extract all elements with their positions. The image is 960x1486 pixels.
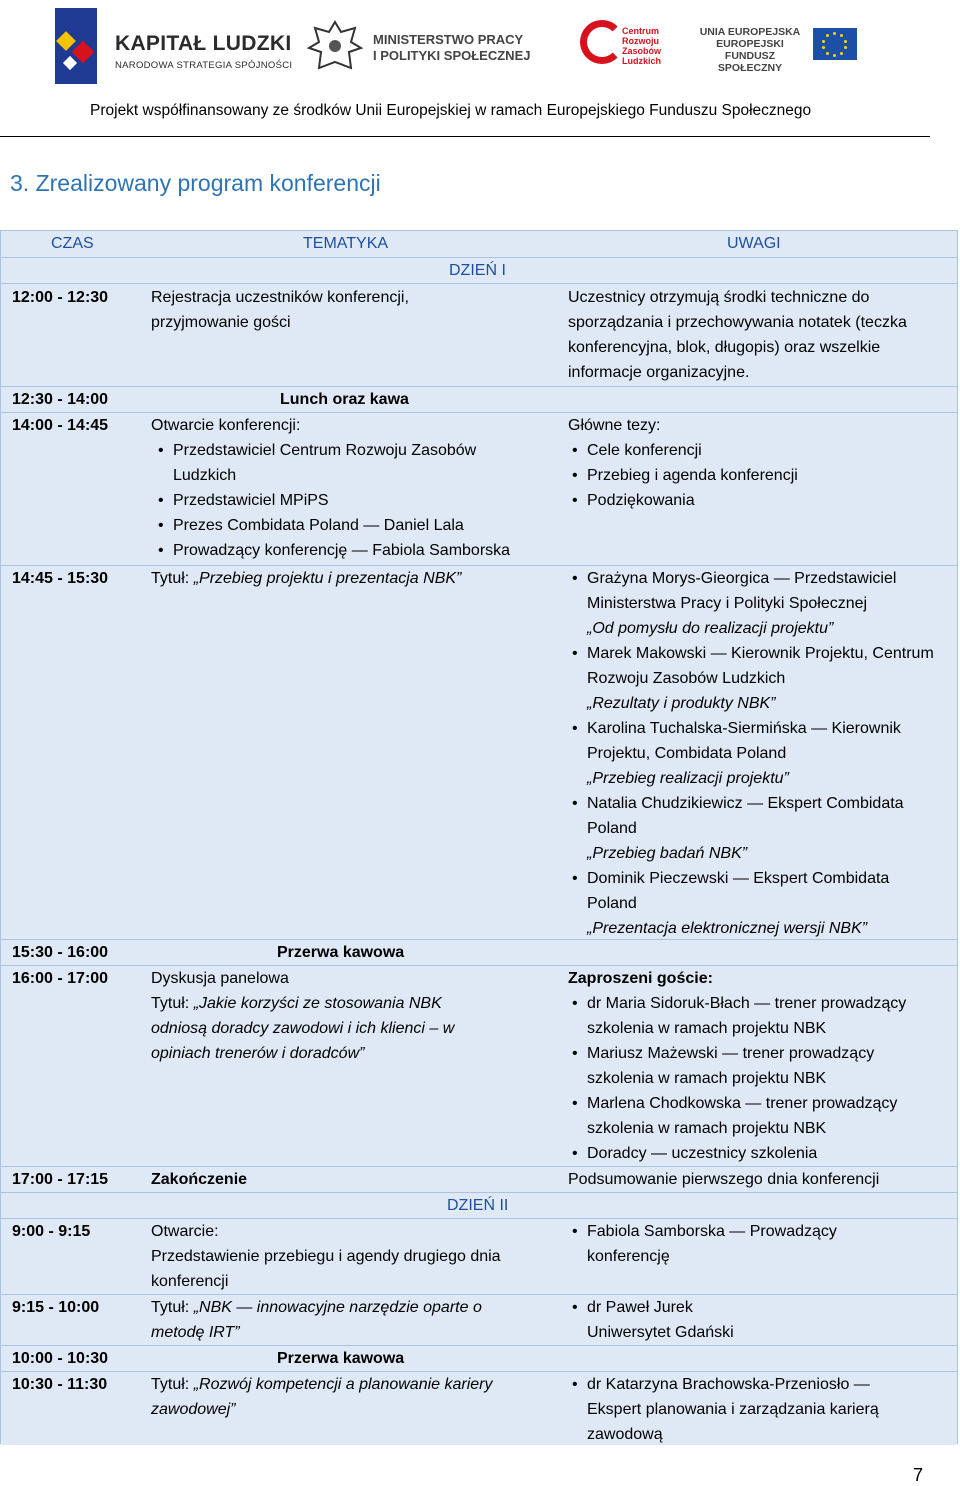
day1-row	[1, 257, 957, 283]
crzl-name: Centrum Rozwoju Zasobów Ludzkich	[622, 26, 662, 66]
page-number: 7	[913, 1465, 924, 1485]
table-header-row	[1, 231, 957, 257]
speaker-talk: „Przebieg realizacji projektu”	[587, 770, 789, 787]
header-divider	[0, 136, 930, 137]
speaker-name: • Dominik Pieczewski — Ekspert Combidata Poland	[587, 866, 939, 916]
table-row	[1, 1371, 957, 1445]
speaker-talk: „Przebieg badań NBK”	[587, 845, 748, 862]
topic-prefix: Tytuł:	[151, 1376, 194, 1393]
speaker-name: • Karolina Tuchalska-Siermińska — Kierownik Projektu, Combidata Poland	[587, 716, 939, 766]
speaker-name: • Grażyna Morys-Gieorgica — Przedstawiciel Ministerstwa Pracy i Polityki Społecznej	[587, 566, 939, 616]
row-time: 9:15 - 10:00	[12, 1299, 100, 1316]
row-time: 16:00 - 17:00	[12, 970, 109, 987]
list-item: • dr Maria Sidoruk-Błach — trener prowadzący szkolenia w ramach projektu NBK	[587, 991, 947, 1041]
table-row	[1, 1218, 957, 1294]
program-table	[0, 230, 958, 1444]
list-item: • Przedstawiciel MPiPS	[173, 488, 329, 513]
ministry-name: MINISTERSTWO PRACY I POLITYKI SPOŁECZNEJ	[373, 32, 531, 63]
kl-name: KAPITAŁ LUDZKI	[115, 32, 292, 55]
row-time: 14:00 - 14:45	[12, 417, 109, 434]
kapital-ludzki-logo	[55, 8, 295, 88]
day2-row	[1, 1192, 957, 1218]
ue-logo	[695, 26, 865, 86]
row-topic: Lunch oraz kawa	[280, 391, 409, 408]
row-topic	[151, 1295, 521, 1345]
table-row	[1, 386, 957, 412]
speaker-talk: „Prezentacja elektronicznej wersji NBK”	[587, 920, 868, 937]
list-item: • Prezes Combidata Poland — Daniel Lala	[173, 513, 464, 538]
table-row	[1, 1294, 957, 1345]
section-title: 3. Zrealizowany program konferencji	[10, 170, 381, 196]
topic-prefix: Tytuł:	[151, 995, 194, 1012]
table-row	[1, 283, 957, 386]
row-notes: Podsumowanie pierwszego dnia konferencji	[568, 1171, 880, 1188]
row-topic-detail: Przedstawienie przebiegu i agendy drugiego dnia konferencji	[151, 1248, 501, 1290]
col-header-czas: CZAS	[51, 235, 94, 252]
list-item: • Mariusz Mażewski — trener prowadzący szkolenia w ramach projektu NBK	[587, 1041, 917, 1091]
table-row	[1, 1345, 957, 1371]
crzl-logo	[580, 18, 690, 88]
topic-title: „NBK — innowacyjne narzędzie oparte o metodę IRT”	[151, 1299, 482, 1341]
day2-label: DZIEŃ II	[447, 1197, 509, 1214]
row-notes: Uczestnicy otrzymują środki techniczne do sporządzania i przechowywania notatek (teczka konferencyjna, blok, długopis) oraz wszelkie informacje organizacyjne.	[568, 289, 907, 381]
topic-prefix: Tytuł:	[151, 570, 194, 587]
row-time: 17:00 - 17:15	[12, 1171, 109, 1188]
row-notes-title: Zaproszeni goście:	[568, 970, 713, 987]
row-time: 12:00 - 12:30	[12, 289, 109, 306]
table-row	[1, 565, 957, 939]
row-time: 12:30 - 14:00	[12, 391, 109, 408]
eu-flag-icon	[813, 28, 857, 60]
row-time: 14:45 - 15:30	[12, 570, 109, 587]
ministry-logo	[305, 14, 535, 84]
row-notes-detail: Uniwersytet Gdański	[587, 1324, 734, 1341]
list-item: • Cele konferencji	[587, 438, 702, 463]
row-topic: Zakończenie	[151, 1171, 248, 1188]
row-time: 15:30 - 16:00	[12, 944, 109, 961]
table-row	[1, 412, 957, 565]
row-topic	[151, 566, 461, 591]
table-row	[1, 939, 957, 965]
project-funding-line: Projekt współfinansowany ze środków Unii Europejskiej w ramach Europejskiego Funduszu Społecznego	[90, 102, 812, 119]
topic-prefix: Tytuł:	[151, 1299, 194, 1316]
row-topic: Przerwa kawowa	[277, 944, 405, 961]
row-topic: Otwarcie:	[151, 1223, 219, 1240]
speaker-talk: „Rezultaty i produkty NBK”	[587, 695, 776, 712]
list-item: • Marlena Chodkowska — trener prowadzący szkolenia w ramach projektu NBK	[587, 1091, 937, 1141]
col-header-tematyka: TEMATYKA	[303, 235, 389, 252]
row-topic-title	[151, 991, 501, 1066]
topic-title: „Rozwój kompetencji a planowanie kariery zawodowej”	[151, 1376, 493, 1418]
row-notes-title: Główne tezy:	[568, 417, 661, 434]
table-row	[1, 965, 957, 1166]
row-topic: Przerwa kawowa	[277, 1350, 405, 1367]
list-item: • Doradcy — uczestnicy szkolenia	[587, 1141, 817, 1166]
list-item: • dr Paweł Jurek	[587, 1295, 693, 1320]
list-item: • dr Katarzyna Brachowska-Przeniosło — Ekspert planowania i zarządzania karierą zawodową	[587, 1372, 927, 1447]
col-header-uwagi: UWAGI	[727, 235, 781, 252]
row-time: 10:30 - 11:30	[12, 1376, 108, 1393]
topic-title: „Przebieg projektu i prezentacja NBK”	[193, 570, 462, 587]
kl-subtitle: NARODOWA STRATEGIA SPÓJNOŚCI	[115, 60, 293, 71]
topic-title: „Jakie korzyści ze stosowania NBK odniosą doradcy zawodowi i ich klienci – w opiniach trenerów i doradców”	[151, 995, 455, 1062]
crzl-c-icon	[580, 20, 624, 64]
speaker-name: • Natalia Chudzikiewicz — Ekspert Combidata Poland	[587, 791, 939, 841]
table-row	[1, 1166, 957, 1192]
eagle-icon	[307, 18, 363, 78]
row-topic	[151, 1372, 501, 1422]
row-time: 9:00 - 9:15	[12, 1223, 91, 1240]
speaker-talk: „Od pomysłu do realizacji projektu”	[587, 620, 834, 637]
row-topic: Rejestracja uczestników konferencji, przyjmowanie gości	[151, 289, 409, 331]
list-item: • Przedstawiciel Centrum Rozwoju Zasobów Ludzkich	[173, 438, 533, 488]
list-item: • Podziękowania	[587, 488, 695, 513]
list-item: • Prowadzący konferencję — Fabiola Samborska	[173, 538, 510, 563]
row-time: 10:00 - 10:30	[12, 1350, 109, 1367]
row-topic: Otwarcie konferencji:	[151, 417, 301, 434]
day1-label: DZIEŃ I	[449, 262, 506, 279]
list-item: • Przebieg i agenda konferencji	[587, 463, 798, 488]
list-item: • Fabiola Samborska — Prowadzący konferencję	[587, 1219, 887, 1269]
speaker-name: • Marek Makowski — Kierownik Projektu, Centrum Rozwoju Zasobów Ludzkich	[587, 641, 939, 691]
ue-name: UNIA EUROPEJSKA EUROPEJSKI FUNDUSZ SPOŁECZNY	[699, 26, 801, 74]
row-topic: Dyskusja panelowa	[151, 970, 289, 987]
